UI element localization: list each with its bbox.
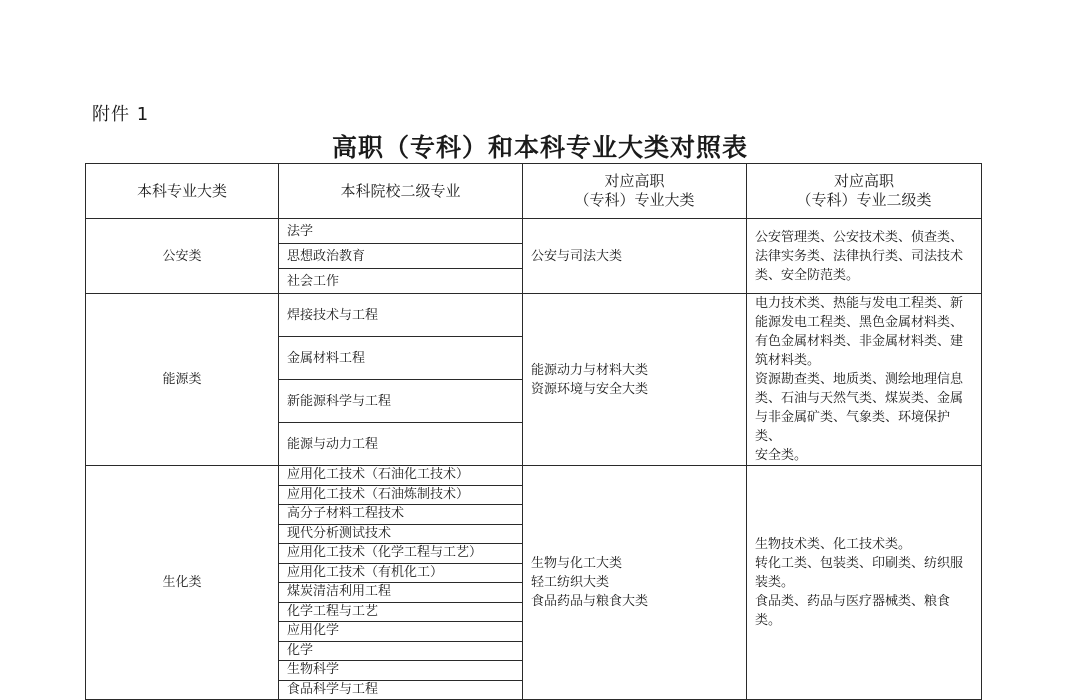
header-undergrad-major: 本科院校二级专业 <box>279 164 523 219</box>
vocational-subcategory-line: 资源勘查类、地质类、测绘地理信息 <box>755 372 964 387</box>
header-undergrad-category: 本科专业大类 <box>86 164 279 219</box>
vocational-subcategory-line: 公安管理类、公安技术类、侦查类、 <box>755 229 964 245</box>
attachment-label: 附件 1 <box>92 104 150 125</box>
table-header-row <box>86 164 982 219</box>
vocational-subcategory-line: 能源发电工程类、黑色金属材料类、 <box>755 315 964 330</box>
major-cell: 新能源科学与工程 <box>279 380 523 423</box>
major-cell: 焊接技术与工程 <box>279 294 523 337</box>
document-title: 高职（专科）和本科专业大类对照表 <box>331 133 748 162</box>
vocational-subcategory-cell <box>747 466 982 700</box>
header-line: 对应高职 <box>604 172 665 190</box>
major-cell: 煤炭清洁利用工程 <box>279 583 523 603</box>
header-line: （专科）专业二级类 <box>796 191 932 209</box>
header-line: 对应高职 <box>833 172 894 190</box>
major-cell: 应用化工技术（石油化工技术） <box>279 466 523 486</box>
vocational-subcategory-cell <box>747 294 982 466</box>
major-cell: 应用化学 <box>279 622 523 642</box>
major-cell: 现代分析测试技术 <box>279 524 523 544</box>
vocational-category-line: 食品药品与粮食大类 <box>531 594 649 609</box>
comparison-table <box>85 163 982 700</box>
vocational-subcategory-line: 有色金属材料类、非金属材料类、建 <box>755 334 964 349</box>
category-cell: 能源类 <box>86 294 279 466</box>
header-line: （专科）专业大类 <box>574 191 695 209</box>
vocational-subcategory-line: 筑材料类。 <box>755 353 821 368</box>
vocational-subcategory-line: 装类。 <box>755 575 795 590</box>
vocational-category-line: 轻工纺织大类 <box>531 575 610 590</box>
major-cell: 社会工作 <box>279 269 523 294</box>
table-row <box>86 466 982 486</box>
major-cell: 应用化工技术（有机化工） <box>279 563 523 583</box>
table-row <box>86 294 982 337</box>
header-vocational-category <box>523 164 747 219</box>
header-vocational-subcategory <box>747 164 982 219</box>
vocational-category-line: 公安与司法大类 <box>531 248 623 264</box>
vocational-subcategory-line: 法律实务类、法律执行类、司法技术 <box>755 248 964 264</box>
major-cell: 思想政治教育 <box>279 244 523 269</box>
vocational-category-line: 生物与化工大类 <box>531 556 623 571</box>
vocational-subcategory-line: 类、安全防范类。 <box>755 267 860 283</box>
table-body <box>86 219 982 700</box>
category-cell: 生化类 <box>86 466 279 700</box>
major-cell: 应用化工技术（石油炼制技术） <box>279 485 523 505</box>
vocational-category-cell <box>523 466 747 700</box>
vocational-subcategory-line: 安全类。 <box>755 448 808 463</box>
vocational-subcategory-line: 食品类、药品与医疗器械类、粮食类。 <box>755 594 951 628</box>
major-cell: 应用化工技术（化学工程与工艺） <box>279 544 523 564</box>
major-cell: 高分子材料工程技术 <box>279 505 523 525</box>
major-cell: 能源与动力工程 <box>279 423 523 466</box>
vocational-category-cell <box>523 219 747 294</box>
vocational-subcategory-line: 转化工类、包装类、印刷类、纺织服 <box>755 556 964 571</box>
vocational-category-line: 能源动力与材料大类 <box>531 362 649 378</box>
major-cell: 化学工程与工艺 <box>279 602 523 622</box>
vocational-subcategory-line: 类、石油与天然气类、煤炭类、金属 <box>755 391 964 406</box>
major-cell: 金属材料工程 <box>279 337 523 380</box>
major-cell: 生物科学 <box>279 661 523 681</box>
vocational-subcategory-cell <box>747 219 982 294</box>
table-row <box>86 219 982 244</box>
vocational-category-line: 资源环境与安全大类 <box>531 381 649 397</box>
major-cell: 法学 <box>279 219 523 244</box>
vocational-subcategory-line: 生物技术类、化工技术类。 <box>755 537 912 552</box>
vocational-category-cell <box>523 294 747 466</box>
major-cell: 化学 <box>279 641 523 661</box>
major-cell: 食品科学与工程 <box>279 680 523 700</box>
vocational-subcategory-line: 与非金属矿类、气象类、环境保护类、 <box>755 410 951 444</box>
category-cell: 公安类 <box>86 219 279 294</box>
vocational-subcategory-line: 电力技术类、热能与发电工程类、新 <box>755 296 964 311</box>
